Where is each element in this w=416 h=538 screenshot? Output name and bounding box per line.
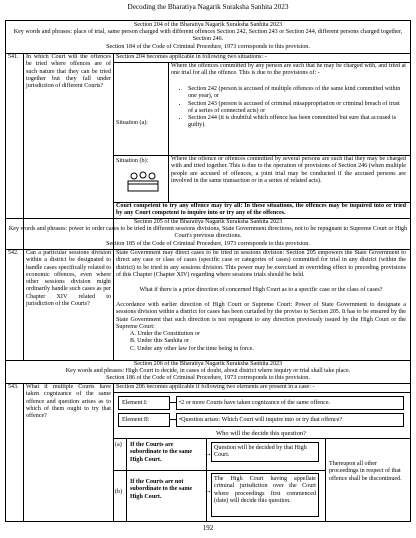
q541-bullet-243: • Section 243 (person is accused of criminal misappropriation or criminal breach of trust of a series of connected acts) or <box>188 101 406 116</box>
element-1-content <box>176 396 404 410</box>
q541-sit-b-label: Situation (b): <box>116 158 149 164</box>
q541-bullet-244: • Section 244 (it is doubtful which offence has been committed but sure that accused is guilty). <box>188 115 406 130</box>
s205-keywords: Key words and phrases: power to order cases to be tried in different sessions divisions, State Government directions, not to be repugnant to Supreme Court or High Court's previous directions. <box>8 226 408 240</box>
q541-bullets <box>174 86 406 130</box>
s204-keywords: Key words and phrases: place of trial, same person charged with different offences Section 242, Section 243 or Section 244, different persons charged together, Section 246. <box>13 29 403 43</box>
q542-item-c: C. Under any other law for the time being in force. <box>130 345 254 352</box>
q542-number: 542. <box>8 250 19 256</box>
case-a-answer <box>211 442 319 462</box>
element-2-text: •Question arises: Which Court will inquire into or try that offence? <box>179 417 343 423</box>
arrow-a: → <box>204 449 212 458</box>
q541-sit-b-text: Where the offence or offences committed by several persons are such that they may be charged with and tried together. This is due to the operation of provisions of Section 246 (when multiple people are accused of offences, a joint trial may be conducted if the accused persons are involved in the same transaction or in a series of related acts). <box>171 156 406 184</box>
q542-question: Can a particular sessions division within a district be designated to handle cases specifically related to economic offences, even where other sessions division might ordinarily handle such cases as per Chapter XIV related to jurisdiction of the Courts? <box>26 250 111 308</box>
element-1-label: Element I: <box>122 400 148 406</box>
group-of-people-icon <box>124 171 162 193</box>
element-arrow-2 <box>170 419 176 420</box>
s204-crpc: Section 184 of the Code of Criminal Procedure, 1973 corresponds to this provision. <box>106 44 310 50</box>
s205-heading: Section 205 of the Bharatiya Nagarik Suraksha Sanhita 2023 <box>133 219 283 225</box>
q541-question: In which Court will the offences be tried where offences are of such nature that they can be tried together but they fall under jurisdiction of different Courts? <box>26 54 111 90</box>
running-head: Decoding the Bharatiya Nagarik Suraksha Sanhita 2023 <box>127 3 289 11</box>
q542-list <box>130 331 400 353</box>
s206-crpc: Section 186 of the Code of Criminal Procedure, 1973 corresponds to this provision. <box>106 375 310 381</box>
q541-sit-a-text <box>171 63 406 78</box>
q542-item-b: B. Under this Sanhita or <box>130 338 190 345</box>
element-1-text-value: 2 or more Courts have taken cognizance of the same offence. <box>181 400 331 406</box>
case-a-condition: If the Courts are subordinate to the same High Court. <box>130 442 193 463</box>
element-2-content <box>176 413 404 427</box>
q542-para1: State Government may direct cases to be tried in sessions division: Section 205 empowers the State Government to direct any case or class of cases (specific case or categories of cases) committed for trial in any district (within the district) to be tried in any sessions division. This power may be exercised in overriding effect to preceding provisions of this Chapter (Chapter XIV) regarding where sessions trials should be held. <box>116 250 406 278</box>
element-2-box <box>118 413 170 427</box>
s205-crpc: Section 185 of the Code of Criminal Procedure, 1973 corresponds to this provision. <box>106 241 310 247</box>
q543-who: Who will the decide this question? <box>215 430 307 437</box>
q543-intro: Section 206 becomes applicable if following two elements are present in a case: - <box>116 384 315 390</box>
q543-number: 543. <box>8 384 19 390</box>
q541-sit-a-body: Where the offences committed by any person are such that he may be charged with, and tried at one trial for all the offence. This is due to the provisions of: - <box>171 63 406 77</box>
q542-para3: Accordance with earlier direction of High Court or Supreme Court: Power of State Government to designate a sessions division within a district for cases has been curtailed by the proviso to Section 205. It has to be ensured by the State Government that such direction is not repugnant to any direction previously issued by the High Court or the Supreme Court: <box>116 302 406 330</box>
element-1-text: •2 or more Courts have taken cognizance of the same offence. <box>179 400 331 406</box>
case-b-condition: If the Courts are not subordinate to the same High Court. <box>130 479 193 500</box>
case-b-answer-text: The High Court having appellate criminal jurisdiction over the Court where proceedings first commenced (date) will decide this question. <box>214 476 316 504</box>
q541-answer: Court competent to try any offence may try all: In these situations, the offences may be inquired into or tried by any Court competent to inquire into or try any of the offences. <box>116 203 406 217</box>
case-b-label: (b) <box>115 489 123 495</box>
q542-item-a: A. Under the Constitution or <box>130 331 200 337</box>
element-arrow-1 <box>170 402 176 403</box>
q541-intro: Section 204 becomes applicable in following two situations: - <box>116 54 267 60</box>
q541-sit-a-label: Situation (a): <box>116 120 148 126</box>
case-a-answer-text: Question will be decided by that High Court. <box>214 445 307 459</box>
s206-heading: Section 206 of the Bharatiya Nagarik Suraksha Sanhita 2023 <box>133 361 283 367</box>
thereupon-text: Thereupon all other proceedings in respect of that offence shall be discontinued. <box>329 461 402 482</box>
page-frame <box>5 20 411 522</box>
case-a-label: (a) <box>115 442 122 448</box>
q541-number: 541. <box>8 54 19 60</box>
arrow-b: → <box>204 486 212 495</box>
element-2-label: Element II: <box>122 417 150 423</box>
q541-bullet-242: • Section 242 (person is accused of multiple offences of the same kind committed within one year), or <box>188 86 406 101</box>
element-2-text-value: Question arises: Which Court will inquire into or try that offence? <box>181 417 343 423</box>
page-number: 192 <box>202 524 214 532</box>
case-b-answer <box>211 473 319 517</box>
s204-heading: Section 204 of the Bharatiya Nagarik Suraksha Sanhita 2023 <box>133 22 283 28</box>
q542-para2: What if there is a prior direction of concerned High Court as to a specific case or the class of cases? <box>139 287 383 293</box>
element-1-box <box>118 396 170 410</box>
s206-keywords: Key words and phrases: High Court to decide, in cases of doubt, about district where inquiry or trial shall take place. <box>65 368 351 374</box>
q543-question: What if multiple Courts have taken cognizance of the same offence and question arises as to which of them ought to try that offence? <box>26 384 111 420</box>
